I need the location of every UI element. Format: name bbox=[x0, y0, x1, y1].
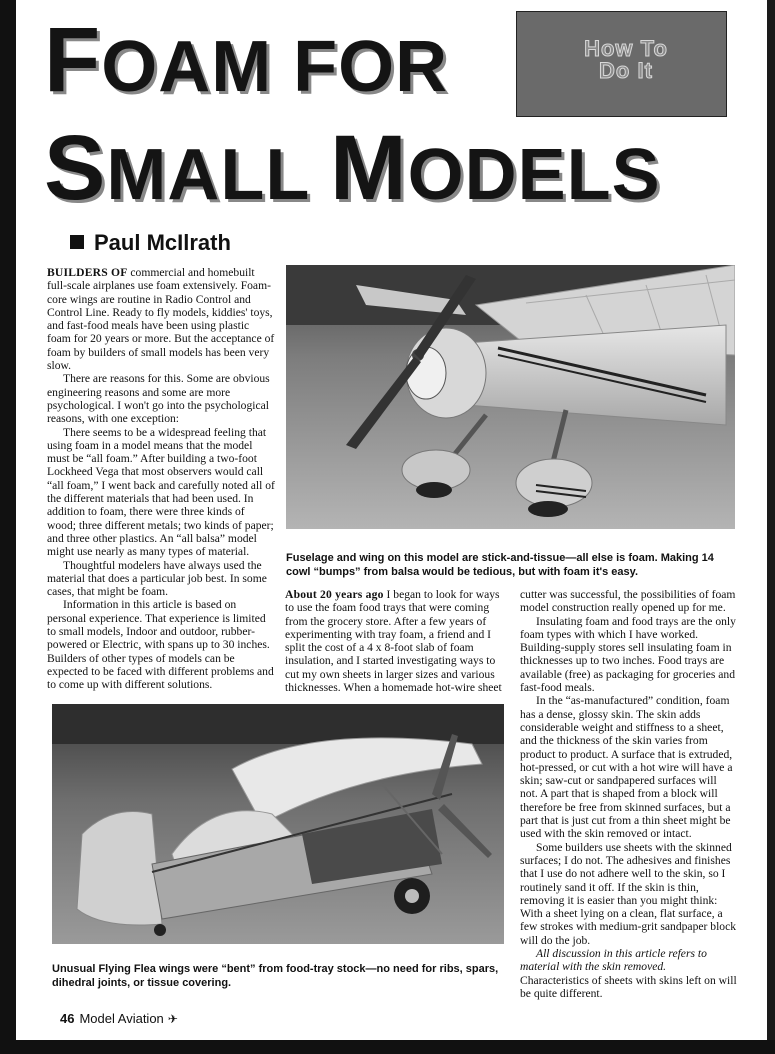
body-column-1 bbox=[47, 266, 275, 692]
paragraph: BUILDERS OF commercial and homebuilt full-scale airplanes use foam extensively. Foam-core wings are routine in Radio Control and Control Line. Ready to fly models, kiddies' toys, and fast-food meals have been using plastic foam for 20 years or more. But the acceptance of foam by builders of small models has been very slow. bbox=[47, 266, 275, 373]
article-title-line-2: SMALL MODELS bbox=[44, 117, 661, 219]
paragraph: About 20 years ago I began to look for ways to use the foam food trays that were coming from the grocery store. After a few years of experimenting with tray foam, a friend and I split the cost of a 4 x 8-foot slab of foam insulation, and I started investigating ways to cut my own sheets in larger sizes and various thicknesses. When a homemade hot-wire sheet bbox=[285, 588, 502, 695]
paragraph: Insulating foam and food trays are the only foam types with which I have worked. Building-supply stores sell insulating foam in thicknesses up to two inches. Food trays are available (free) as packaging for groceries and fast-food meals. bbox=[520, 614, 736, 695]
how-to-badge bbox=[516, 11, 727, 117]
bullet-square-icon bbox=[70, 235, 84, 249]
photo-foam-cowl-airplane bbox=[286, 265, 735, 529]
paragraph: Information in this article is based on personal experience. That experience is limited to small models, Indoor and outdoor, rubber-powered or Electric, with spans up to 30 inches. Builders of other types of models can be expected to be faced with different problems and to come up with different solutions. bbox=[47, 598, 274, 692]
photo-caption: Unusual Flying Flea wings were “bent” from food-tray stock—no need for ribs, spars, dihedral joints, or tissue covering. bbox=[52, 963, 499, 989]
paragraph: In the “as-manufactured” condition, foam has a dense, glossy skin. The skin adds considerable weight and stiffness to a sheet, and the thickness of the skin varies from product to product. A surface that is extruded, hot-pressed, or cut with a hot wire will have a skin; saw-cut or sandpapered surfaces will not. A part that is shaped from a block will therefore be free from skinned surfaces, but a part that is just cut from a thin sheet might be used with the skin removed or intact. bbox=[520, 694, 733, 841]
photo-flying-flea-model bbox=[52, 704, 504, 944]
paragraph: cutter was successful, the possibilities of foam model construction really opened up for me. bbox=[520, 588, 736, 615]
paragraph: There are reasons for this. Some are obvious engineering reasons and some are more psychological. I won't go into the psychological reasons, with one exception: bbox=[47, 372, 270, 426]
page-number: 46 bbox=[60, 1011, 75, 1026]
how-to-badge-text: How To Do It bbox=[584, 36, 668, 83]
body-column-2 bbox=[285, 588, 502, 694]
photo-caption: Fuselage and wing on this model are stick-and-tissue—all else is foam. Making 14 cowl “bumps” from balsa would be tedious, but with foam it's easy. bbox=[286, 552, 714, 578]
scan-edge-bottom bbox=[0, 1040, 775, 1054]
paragraph: There seems to be a widespread feeling that using foam in a model means that the model must be “all foam.” After building a two-foot Lockheed Vega that most observers would call “all foam,” I went back and carefully noted all of the different materials that had been used. In addition to foam, there were three kinds of wood; three different metals; two kinds of paper; and three other plastics. An “all balsa” model might use nearly as many types of material. bbox=[47, 425, 275, 559]
body-column-3 bbox=[520, 588, 737, 1000]
scan-edge-right bbox=[767, 0, 775, 1054]
page-footer bbox=[60, 1011, 178, 1026]
paragraph: Some builders use sheets with the skinned surfaces; I do not. The adhesives and finishes that I use do not adhere well to the skin, so I routinely sand it off. If the skin is thin, removing it is easier than you might think: With a sheet lying on a clean, flat surface, a few strokes with medium-grit sandpaper block will do the job. bbox=[520, 840, 737, 947]
paragraph: Thoughtful modelers have always used the material that does a particular job best. In some cases, that might be foam. bbox=[47, 558, 267, 599]
author-byline: Paul McIlrath bbox=[70, 230, 231, 256]
italic-note: All discussion in this article refers to material with the skin removed. bbox=[520, 947, 707, 974]
paragraph: Characteristics of sheets with skins left on will be quite different. bbox=[520, 973, 737, 1000]
article-title-line-1: FOAM FOR bbox=[44, 9, 449, 111]
magazine-name: Model Aviation bbox=[79, 1011, 164, 1026]
airplane-icon: ✈ bbox=[167, 1012, 178, 1026]
scan-edge-left bbox=[0, 0, 16, 1054]
